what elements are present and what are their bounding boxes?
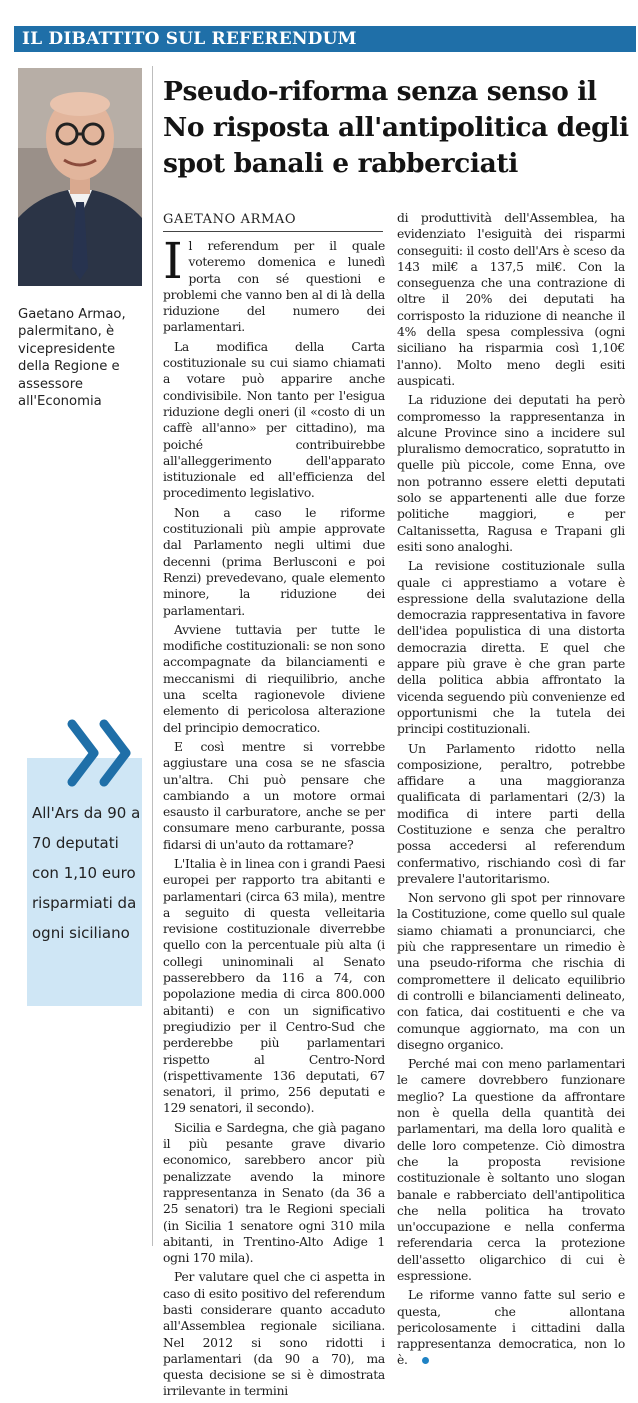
paragraph: Per valutare quel che ci aspetta in caso di esito positivo del referendum basti considerare quanto accaduto all'Assemblea regionale siciliana. Nel 2012 si sono ridotti i parlamentari (da 90 a 70), ma questa decisione se si è dimostrata irrilevante in termini [163,1270,385,1399]
end-dot-icon [422,1357,429,1364]
paragraph: La revisione costituzionale sulla quale ci apprestiamo a votare è espressione della svalutazione della democrazia rappresentativa in favore dell'idea populistica di una distorta democrazia diretta. E quel che appare più grave è che gran parte della politica abbia affrontato la vicenda seguendo più convenienze ed opportunismi che la tutela dei principi costituzionali. [397,559,625,737]
paragraph: Perché mai con meno parlamentari le camere dovrebbero funzionare meglio? La questione da affrontare non è quella della quantità dei parlamentari, ma della loro qualità e delle loro competenze. Ciò dimostra che la proposta revisione costituzionale è soltanto uno slogan banale e rabberciato dell'antipolitica che nella politica ha trovato un'occupazione e nella conferma referendaria cerca la protezione dell'assetto oligarchico di cui è espressione. [397,1057,625,1283]
drop-cap: I [163,232,183,290]
paragraph: Avviene tuttavia per tutte le modifiche costituzionali: se non sono accompagnate da bilanciamenti e meccanismi di riequilibrio, anche una scelta ragionevole diviene elemento di pericolosa alterazione del principio democratico. [163,622,385,735]
paragraph: Sicilia e Sardegna, che già pagano il più pesante grave divario economico, sarebbero ancor più penalizzate avendo la minore rappresentanza in Senato (da 36 a 25 senatori) tra le Regioni speciali (in Sicilia 1 senatore ogni 310 mila abitanti, in Trentino-Alto Adige 1 ogni 170 mila). [163,1120,385,1266]
section-title: IL DIBATTITO SUL REFERENDUM [22,29,357,49]
pull-quote-text: All'Ars da 90 a 70 deputati con 1,10 euro risparmiati da ogni siciliano [32,804,141,942]
column-divider [152,66,153,1246]
article-column-1 [163,232,385,1403]
headline: Pseudo-riforma senza senso il No risposta all'antipolitica degli spot banali e rabberciati [163,76,629,179]
paragraph: Un Parlamento ridotto nella composizione, peraltro, potrebbe affidare a una maggioranza qualificata di parlamentari (2/3) la modifica di intere parti della Costituzione e senza che peraltro possa accedersi al referendum confermativo, rischiando così di far prevalere l'autoritarismo. [397,741,625,886]
paragraph: La modifica della Carta costituzionale su cui siamo chiamati a votare può apparire anche condivisibile. Non tanto per l'esigua riduzione degli oneri (il «costo di un caffè all'anno» per cittadino), ma poiché contribuirebbe all'alleggerimento dell'apparato istituzionale ed all'efficienza del procedimento legislativo. [163,339,385,501]
section-header [14,26,636,52]
portrait-illustration [18,68,142,286]
article-column-2 [397,210,625,1372]
pull-quote-box [27,758,142,1006]
paragraph-text: l referendum per il quale voteremo domenica e lunedì porta con sé questioni e problemi che vanno ben al di là della riduzione del numero dei parlamentari. [163,239,385,335]
paragraph: E così mentre si vorrebbe aggiustare una cosa se ne sfascia un'altra. Chi può pensare che cambiando a un motore ormai esausto il carburatore, anche se per consumare meno carburante, possa fidarsi di un'auto da rottamare? [163,739,385,852]
double-chevron-icon [64,720,144,786]
paragraph: L'Italia è in linea con i grandi Paesi europei per rapporto tra abitanti e parlamentari (circa 63 mila), mentre a seguito di questa velleitaria revisione costituzionale diverrebbe quello con la percentuale più alta (i collegi uninominali al Senato passerebbero da 116 a 74, con popolazione media di circa 800.000 abitanti) e con un significativo pregiudizio per il Centro-Sud che perderebbe più parlamentari rispetto al Centro-Nord (rispettivamente 136 deputati, 67 senatori, il primo, 256 deputati e 129 senatori, il secondo). [163,856,385,1116]
author-photo [18,68,142,286]
paragraph-text: Le riforme vanno fatte sul serio e questa, che allontana pericolosamente i cittadini dalla rappresentanza democratica, non lo è. [397,1288,625,1368]
paragraph: Non a caso le riforme costituzionali più ampie approvate dal Parlamento negli ultimi due decenni (prima Berlusconi e poi Renzi) prevedevano, quale elemento minore, la riduzione dei parlamentari. [163,505,385,618]
paragraph: La riduzione dei deputati ha però compromesso la rappresentanza in alcune Province sino a incidere sul pluralismo democratico, sopratutto in quelle più piccole, come Enna, ove non potranno essere eletti deputati solo se appartenenti alle due forze politiche maggiori, e per Caltanissetta, Ragusa e Trapani gli esiti sono analoghi. [397,393,625,554]
byline: GAETANO ARMAO [163,212,383,232]
paragraph: di produttività dell'Assemblea, ha evidenziato l'esiguità dei risparmi conseguiti: il costo dell'Ars è sceso da 143 mil€ a 137,5 mil€. Con la conseguenza che una contrazione di oltre il 20% dei deputati ha corrisposto la riduzione di neanche il 4% della spesa complessiva (ogni siciliano ha risparmia così 1,10€ l'anno). Molto meno degli esiti auspicati. [397,211,625,388]
photo-caption: Gaetano Armao, palermitano, è vicepresidente della Regione e assessore all'Economia [18,307,126,410]
paragraph [397,1287,625,1368]
paragraph: Non servono gli spot per rinnovare la Costituzione, come quello sul quale siamo chiamati a pronunciarci, che più che rappresentare un rimedio è una pseudo-riforma che rischia di compromettere il delicato equilibrio di controlli e bilanciamenti delineato, con fatica, dai costituenti e che va comunque aggiornato, ma con un disegno organico. [397,891,625,1052]
paragraph [163,232,385,336]
